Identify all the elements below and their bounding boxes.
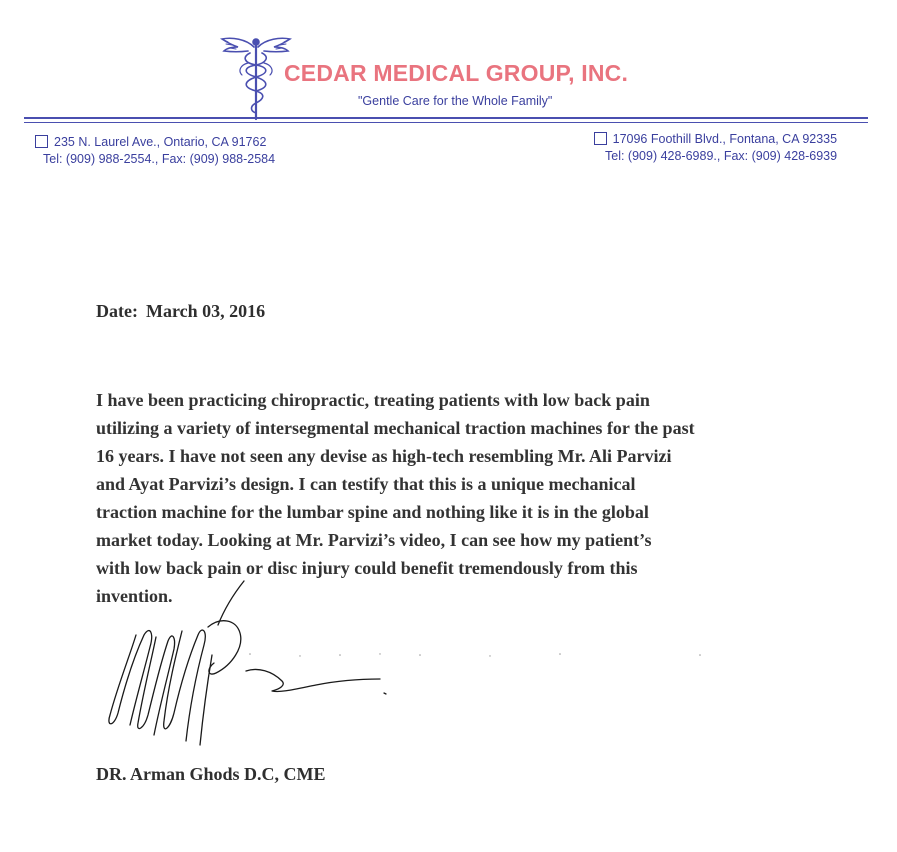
body-line: and Ayat Parvizi’s design. I can testify that this is a unique mechanical <box>96 474 636 494</box>
organization-tagline: "Gentle Care for the Whole Family" <box>358 94 553 108</box>
signer-name: DR. Arman Ghods D.C, CME <box>96 764 326 784</box>
body-line: utilizing a variety of intersegmental mechanical traction machines for the past <box>96 418 695 438</box>
body-line: traction machine for the lumbar spine and nothing like it is in the global <box>96 502 649 522</box>
office-ontario <box>35 134 275 168</box>
office-phone-fax: Tel: (909) 428-6989., Fax: (909) 428-6939 <box>605 149 838 163</box>
body-line: market today. Looking at Mr. Parvizi’s video, I can see how my patient’s <box>96 530 652 550</box>
office-address: 235 N. Laurel Ave., Ontario, CA 91762 <box>54 135 267 149</box>
checkbox-square-icon <box>35 135 48 148</box>
body-line: 16 years. I have not seen any devise as high-tech resembling Mr. Ali Parvizi <box>96 446 672 466</box>
letterhead-divider <box>24 117 868 119</box>
date-label: Date: <box>96 301 138 321</box>
body-line: with low back pain or disc injury could benefit tremendously from this <box>96 558 638 578</box>
scan-speckle <box>230 644 710 664</box>
caduceus-icon <box>218 33 292 121</box>
office-address: 17096 Foothill Blvd., Fontana, CA 92335 <box>612 132 838 146</box>
organization-name: CEDAR MEDICAL GROUP, INC. <box>284 60 629 86</box>
body-line: invention. <box>96 586 173 606</box>
letterhead-divider-thin <box>24 122 868 123</box>
office-fontana <box>591 131 837 165</box>
office-phone-fax: Tel: (909) 988-2554., Fax: (909) 988-2584 <box>43 152 276 166</box>
body-line: I have been practicing chiropractic, treating patients with low back pain <box>96 390 650 410</box>
date-value: March 03, 2016 <box>145 301 266 321</box>
checkbox-square-icon <box>594 132 607 145</box>
letter-date <box>96 301 265 322</box>
